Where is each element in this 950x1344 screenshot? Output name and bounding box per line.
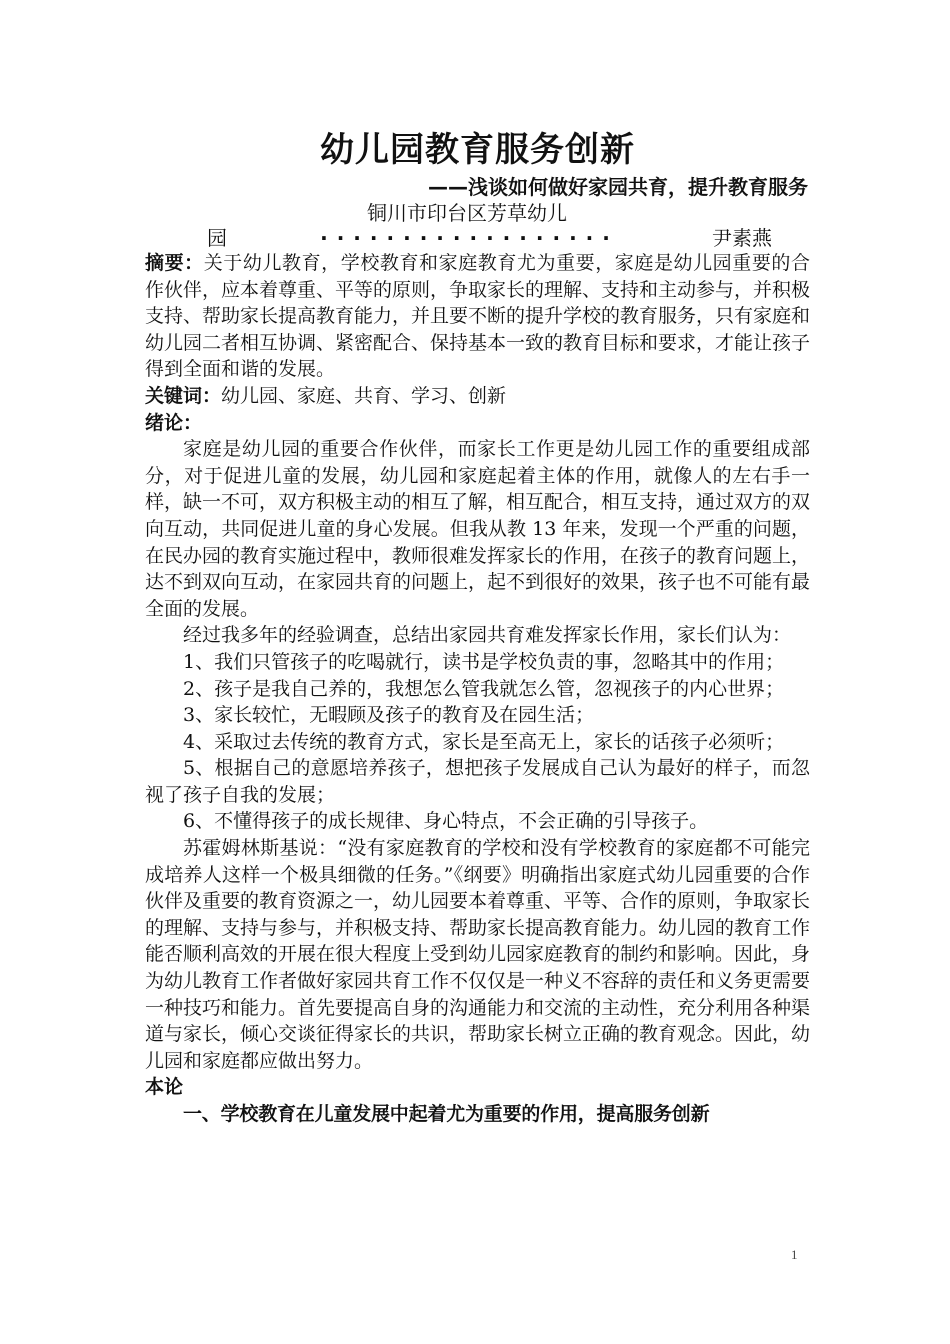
list-item: 4、采取过去传统的教育方式，家长是至高无上，家长的话孩子必须听； [183, 730, 785, 753]
body-paragraph: 经过我多年的经验调查，总结出家园共育难发挥家长作用，家长们认为： [183, 624, 792, 647]
section-heading: 一、学校教育在儿童发展中起着尤为重要的作用，提高服务创新 [183, 1103, 710, 1125]
keywords [145, 383, 810, 410]
list-item: 1、我们只管孩子的吃喝就行，读书是学校负责的事，忽略其中的作用； [183, 650, 785, 673]
document-page [145, 0, 810, 1344]
page-number: 1 [791, 1247, 798, 1262]
author-name: 尹素燕 [712, 226, 772, 250]
document-body [145, 250, 810, 1128]
author-affiliation-line1: 铜川市印台区芳草幼儿 [367, 201, 567, 225]
list-item: 6、不懂得孩子的成长规律、身心特点，不会正确的引导孩子。 [183, 810, 709, 833]
abstract-label: 摘要： [145, 252, 204, 274]
abstract-text: 关于幼儿教育，学校教育和家庭教育尤为重要，家庭是幼儿园重要的合作伙伴，应本着尊重、平等的原则，争取家长的理解、支持和主动参与，并积极支持、帮助家长提高教育能力，并且要不断的提升学校的教育服务，只有家庭和幼儿园二者相互协调、紧密配合、保持基本一致的教育目标和要求，才能让孩子得到全面和谐的发展。 [145, 252, 811, 381]
intro-heading: 绪论： [145, 411, 203, 434]
body-paragraph: 家庭是幼儿园的重要合作伙伴，而家长工作更是幼儿园工作的重要组成部分，对于促进儿童的发展，幼儿园和家庭起着主体的作用，就像人的左右手一样，缺一不可，双方积极主动的相互了解，相互配合，相互支持，通过双方的双向互动，共同促进儿童的身心发展。但我从教 13 年来，发现一个严重的问题，在民办园的教育实施过程中，教师很难发挥家长的作用，在孩子的教育问题上，达不到双向互动，在家园共育的问题上，起不到很好的效果，孩子也不可能有最全面的发展。 [145, 438, 811, 620]
abstract [145, 250, 810, 383]
document-subtitle: ——浅谈如何做好家园共育，提升教育服务 [428, 175, 808, 199]
list-item: 3、家长较忙，无暇顾及孩子的教育及在园生活； [183, 704, 595, 727]
affiliation-suffix: 园 [207, 226, 227, 250]
author-affiliation-line2 [207, 224, 772, 252]
dot-leader: ·················· [320, 226, 619, 250]
main-heading: 本论 [145, 1076, 184, 1099]
document-title: 幼儿园教育服务创新 [320, 130, 635, 170]
keywords-label: 关键词： [145, 384, 222, 407]
keywords-text: 幼儿园、家庭、共育、学习、创新 [221, 384, 507, 407]
body-paragraph: 苏霍姆林斯基说：“没有家庭教育的学校和没有学校教育的家庭都不可能完成培养人这样一个极具细微的任务。”《纲要》明确指出家庭式幼儿园重要的合作伙伴及重要的教育资源之一，幼儿园要本着尊重、平等、合作的原则，争取家长的理解、支持与参与，并积极支持、帮助家长提高教育能力。幼儿园的教育工作能否顺利高效的开展在很大程度上受到幼儿园家庭教育的制约和影响。因此，身为幼儿教育工作者做好家园共育工作不仅仅是一种义不容辞的责任和义务更需要一种技巧和能力。首先要提高自身的沟通能力和交流的主动性，充分利用各种渠道与家长，倾心交谈征得家长的共识，帮助家长树立正确的教育观念。因此，幼儿园和家庭都应做出努力。 [145, 837, 811, 1072]
list-item: 2、孩子是我自己养的，我想怎么管我就怎么管，忽视孩子的内心世界； [183, 677, 785, 700]
list-item: 5、根据自己的意愿培养孩子，想把孩子发展成自己认为最好的样子，而忽视了孩子自我的发展； [145, 757, 810, 806]
